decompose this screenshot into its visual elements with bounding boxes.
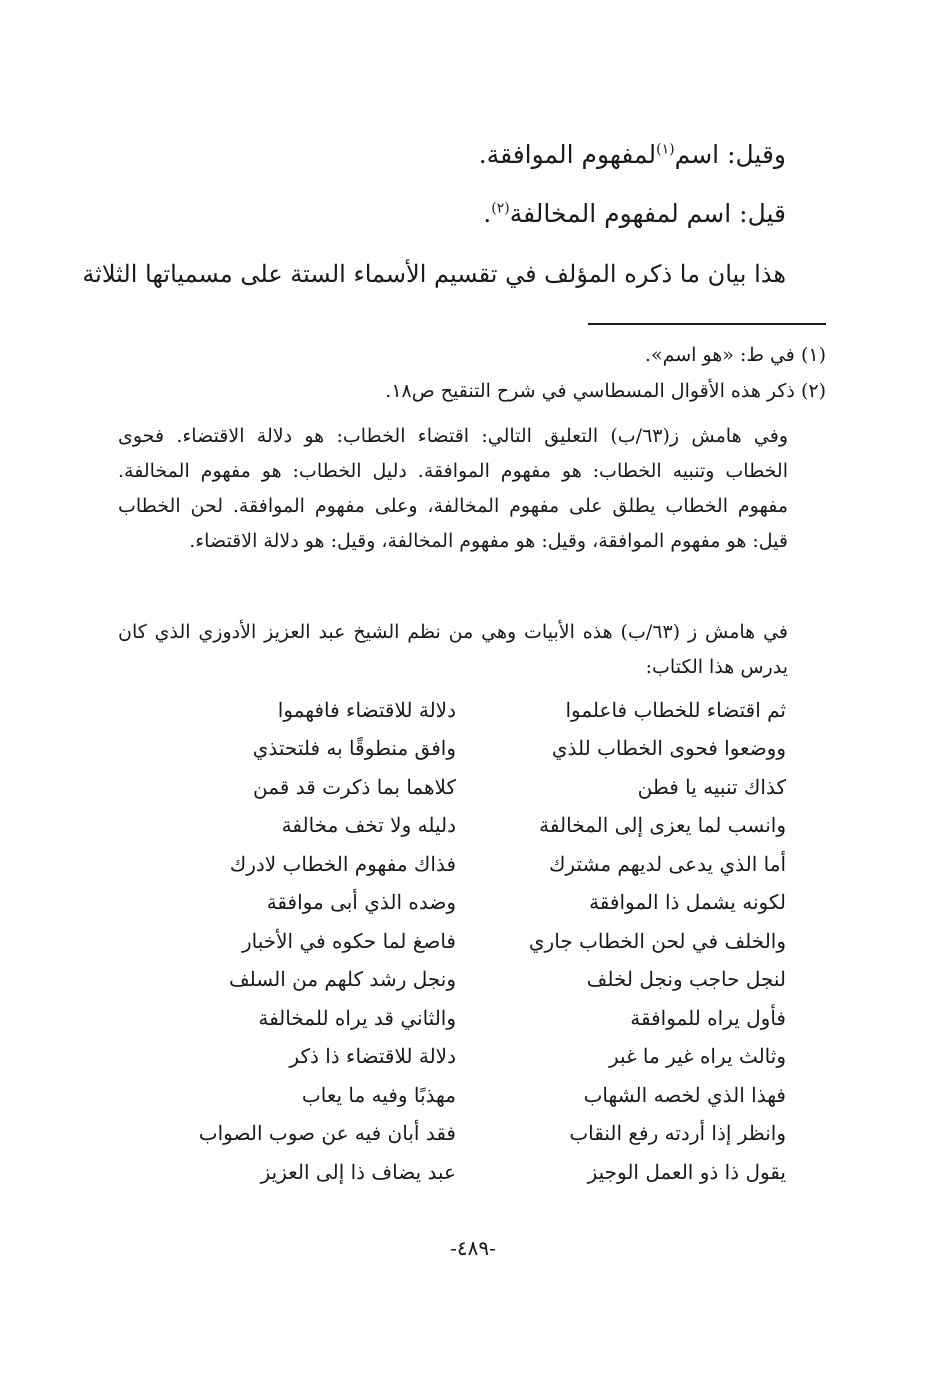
page-number: -٤٨٩- <box>450 1236 496 1260</box>
footnote-2-text: ذكر هذه الأقوال المسطاسي في شرح التنقيح ص١٨. <box>385 380 795 402</box>
verse-second-hemistich: كلاهما بما ذكرت قد قمن <box>252 775 456 799</box>
footnote-2-paragraph-1 <box>118 419 788 559</box>
main-line-1-end: لمفهوم الموافقة. <box>478 140 657 169</box>
main-line-2-end: . <box>483 199 492 228</box>
verse-first-hemistich: لنجل حاجب ونجل لخلف <box>586 967 786 991</box>
verse-first-hemistich: كذاك تنبيه يا فطن <box>637 775 786 799</box>
verse-first-hemistich: ووضعوا فحوى الخطاب للذي <box>551 736 786 760</box>
verse-first-hemistich: وانسب لما يعزى إلى المخالفة <box>539 813 786 837</box>
verse-second-hemistich: عبد يضاف ذا إلى العزيز <box>260 1160 456 1184</box>
footnote-2-paragraph-2 <box>118 615 788 685</box>
verse-first-hemistich: لكونه يشمل ذا الموافقة <box>589 890 786 914</box>
verse-second-hemistich: دليله ولا تخف مخالفة <box>281 813 456 837</box>
verse-second-hemistich: مهذبًا وفيه ما يعاب <box>301 1083 456 1107</box>
verse-second-hemistich: فذاك مفهوم الخطاب لادرك <box>229 852 456 876</box>
verse-first-hemistich: فهذا الذي لخصه الشهاب <box>583 1083 786 1107</box>
verse-second-hemistich: فاصغ لما حكوه في الأخبار <box>241 929 456 953</box>
footnote-1-text: في ط: «هو اسم». <box>644 344 795 366</box>
verse-second-hemistich: دلالة للاقتضاء فافهموا <box>277 698 456 722</box>
footnote-2-paragraph-1-text: وفي هامش ز(٦٣/ب) التعليق التالي: اقتضاء الخطاب: هو دلالة الاقتضاء. فحوى الخطاب وتنبيه الخطاب: هو مفهوم الموافقة. دليل الخطاب: هو مفهوم المخالفة. مفهوم الخطاب يطلق على مفهوم المخالفة، وعلى مفهوم الموافقة. لحن الخطاب قيل: هو مفهوم الموافقة، وقيل: هو مفهوم المخالفة، وقيل: هو دلالة الاقتضاء. <box>118 425 788 552</box>
verse-first-hemistich: وثالث يراه غير ما غبر <box>609 1044 786 1068</box>
footnote-ref-2: (٢) <box>491 200 510 217</box>
footnote-ref-1: (١) <box>656 141 675 158</box>
verse-first-hemistich: ثم اقتضاء للخطاب فاعلموا <box>565 698 786 722</box>
verse-first-hemistich: والخلف في لحن الخطاب جاري <box>528 929 786 953</box>
verse-second-hemistich: ونجل رشد كلهم من السلف <box>228 967 456 991</box>
verse-first-hemistich: وانظر إذا أردته رفع النقاب <box>569 1121 786 1145</box>
verse-second-hemistich: وضده الذي أبى موافقة <box>266 890 456 914</box>
verse-second-hemistich: والثاني قد يراه للمخالفة <box>258 1006 456 1030</box>
verse-second-hemistich: فقد أبان فيه عن صوب الصواب <box>198 1121 456 1145</box>
main-line-1-start: وقيل: اسم <box>674 140 786 169</box>
footnote-1 <box>126 341 826 369</box>
main-line-2 <box>86 197 786 231</box>
main-line-3: هذا بيان ما ذكره المؤلف في تقسيم الأسماء الستة على مسمياتها الثلاثة <box>82 260 786 288</box>
main-line-2-start: قيل: اسم لمفهوم المخالفة <box>509 199 786 228</box>
footnote-2-paragraph-2-text: في هامش ز (٦٣/ب) هذه الأبيات وهي من نظم الشيخ عبد العزيز الأدوزي الذي كان يدرس هذا الكتاب: <box>118 621 788 678</box>
footnote-2 <box>126 377 826 405</box>
footnote-2-number: (٢) <box>800 380 826 402</box>
footnote-1-number: (١) <box>800 344 826 366</box>
main-line-1 <box>86 138 786 172</box>
verse-second-hemistich: دلالة للاقتضاء ذا ذكر <box>289 1044 456 1068</box>
verse-first-hemistich: أما الذي يدعى لديهم مشترك <box>548 852 786 876</box>
verse-second-hemistich: وافق منطوقًا به فلتحتذي <box>252 736 456 760</box>
verse-first-hemistich: يقول ذا ذو العمل الوجيز <box>587 1160 786 1184</box>
verse-first-hemistich: فأول يراه للموافقة <box>630 1006 786 1030</box>
footnote-separator <box>588 323 826 325</box>
